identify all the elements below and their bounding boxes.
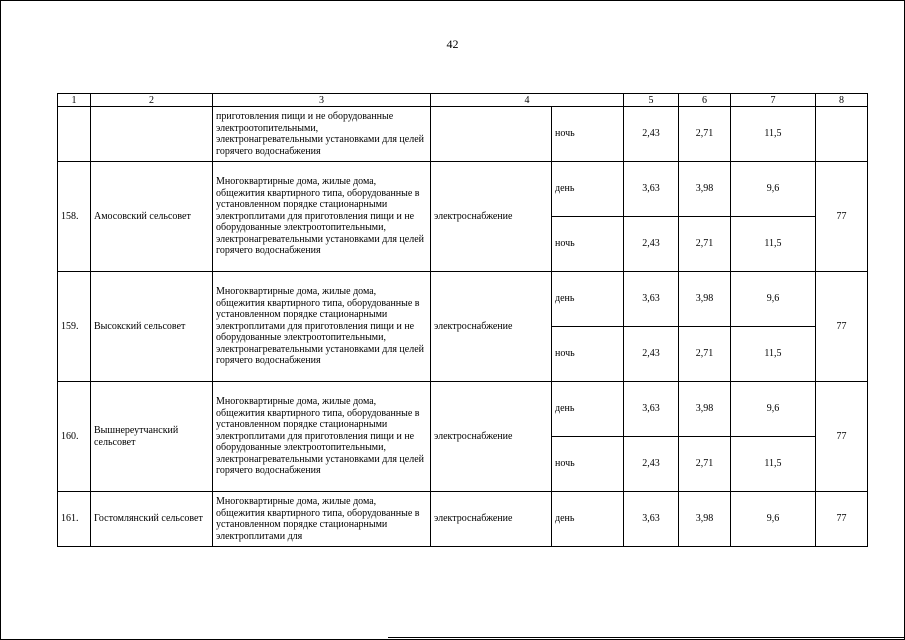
cell-period: ночь [552,437,624,492]
cell-period: день [552,492,624,547]
cell-total: 77 [816,492,868,547]
cell-period: ночь [552,107,624,162]
header-cell-3: 3 [213,94,431,107]
page-number: 42 [446,37,459,51]
table-body [58,107,868,547]
header-cell-5: 5 [624,94,679,107]
cell-value-5: 3,63 [624,492,679,547]
cell-value-7: 11,5 [731,327,816,382]
cell-value-7: 9,6 [731,492,816,547]
cell-service: электроснабжение [431,272,552,382]
cell-num: 160. [58,382,91,492]
header-cell-2: 2 [91,94,213,107]
cell-value-6: 2,71 [679,327,731,382]
cell-description: приготовления пищи и не оборудованные электроотопительными, электронагревательными установками для целей горячего водоснабжения [213,107,431,162]
cell-value-5: 3,63 [624,382,679,437]
cell-value-6: 3,98 [679,162,731,217]
header-cell-7: 7 [731,94,816,107]
cell-value-7: 9,6 [731,162,816,217]
cell-value-5: 2,43 [624,217,679,272]
cell-name: Высокский сельсовет [91,272,213,382]
cell-description: Многоквартирные дома, жилые дома, общежития квартирного типа, оборудованные в установленном порядке стационарными электроплитами для приготовления пищи и не оборудованные электроотопительными, электронагревательными установками для целей горячего водоснабжения [213,382,431,492]
cell-num: 159. [58,272,91,382]
table-row [58,492,868,547]
cell-name: Амосовский сельсовет [91,162,213,272]
header-row [58,94,868,107]
tariff-table [57,93,868,547]
cell-description: Многоквартирные дома, жилые дома, общежития квартирного типа, оборудованные в установленном порядке стационарными электроплитами для приготовления пищи и не оборудованные электроотопительными, электронагревательными установками для целей горячего водоснабжения [213,272,431,382]
cell-period: день [552,382,624,437]
cell-num: 158. [58,162,91,272]
cell-value-5: 2,43 [624,437,679,492]
cell-service [431,107,552,162]
cell-num: 161. [58,492,91,547]
cell-value-5: 3,63 [624,272,679,327]
cell-value-7: 11,5 [731,217,816,272]
cell-value-6: 3,98 [679,272,731,327]
cell-total [816,107,868,162]
cell-period: ночь [552,217,624,272]
cell-value-7: 9,6 [731,272,816,327]
cell-name [91,107,213,162]
header-cell-1: 1 [58,94,91,107]
cell-value-7: 11,5 [731,437,816,492]
cell-value-5: 2,43 [624,107,679,162]
cell-num [58,107,91,162]
cell-value-6: 2,71 [679,437,731,492]
cell-value-6: 2,71 [679,107,731,162]
cell-value-6: 3,98 [679,382,731,437]
page-bottom-edge [388,637,905,638]
header-cell-8: 8 [816,94,868,107]
cell-value-7: 11,5 [731,107,816,162]
cell-value-6: 3,98 [679,492,731,547]
cell-total: 77 [816,272,868,382]
cell-value-7: 9,6 [731,382,816,437]
cell-description: Многоквартирные дома, жилые дома, общежития квартирного типа, оборудованные в установленном порядке стационарными электроплитами для приготовления пищи и не оборудованные электроотопительными, электронагревательными установками для целей горячего водоснабжения [213,162,431,272]
table-row [58,382,868,437]
cell-period: ночь [552,327,624,382]
table-row [58,162,868,217]
cell-name: Вышнереутчанский сельсовет [91,382,213,492]
cell-period: день [552,162,624,217]
header-cell-6: 6 [679,94,731,107]
cell-period: день [552,272,624,327]
cell-total: 77 [816,162,868,272]
cell-value-5: 2,43 [624,327,679,382]
header-cell-4: 4 [431,94,624,107]
cell-description: Многоквартирные дома, жилые дома, общежития квартирного типа, оборудованные в установленном порядке стационарными электроплитами для [213,492,431,547]
cell-name: Гостомлянский сельсовет [91,492,213,547]
cell-service: электроснабжение [431,162,552,272]
table-row [58,272,868,327]
cell-total: 77 [816,382,868,492]
table-row-continuation [58,107,868,162]
cell-service: электроснабжение [431,382,552,492]
cell-service: электроснабжение [431,492,552,547]
cell-value-5: 3,63 [624,162,679,217]
cell-value-6: 2,71 [679,217,731,272]
